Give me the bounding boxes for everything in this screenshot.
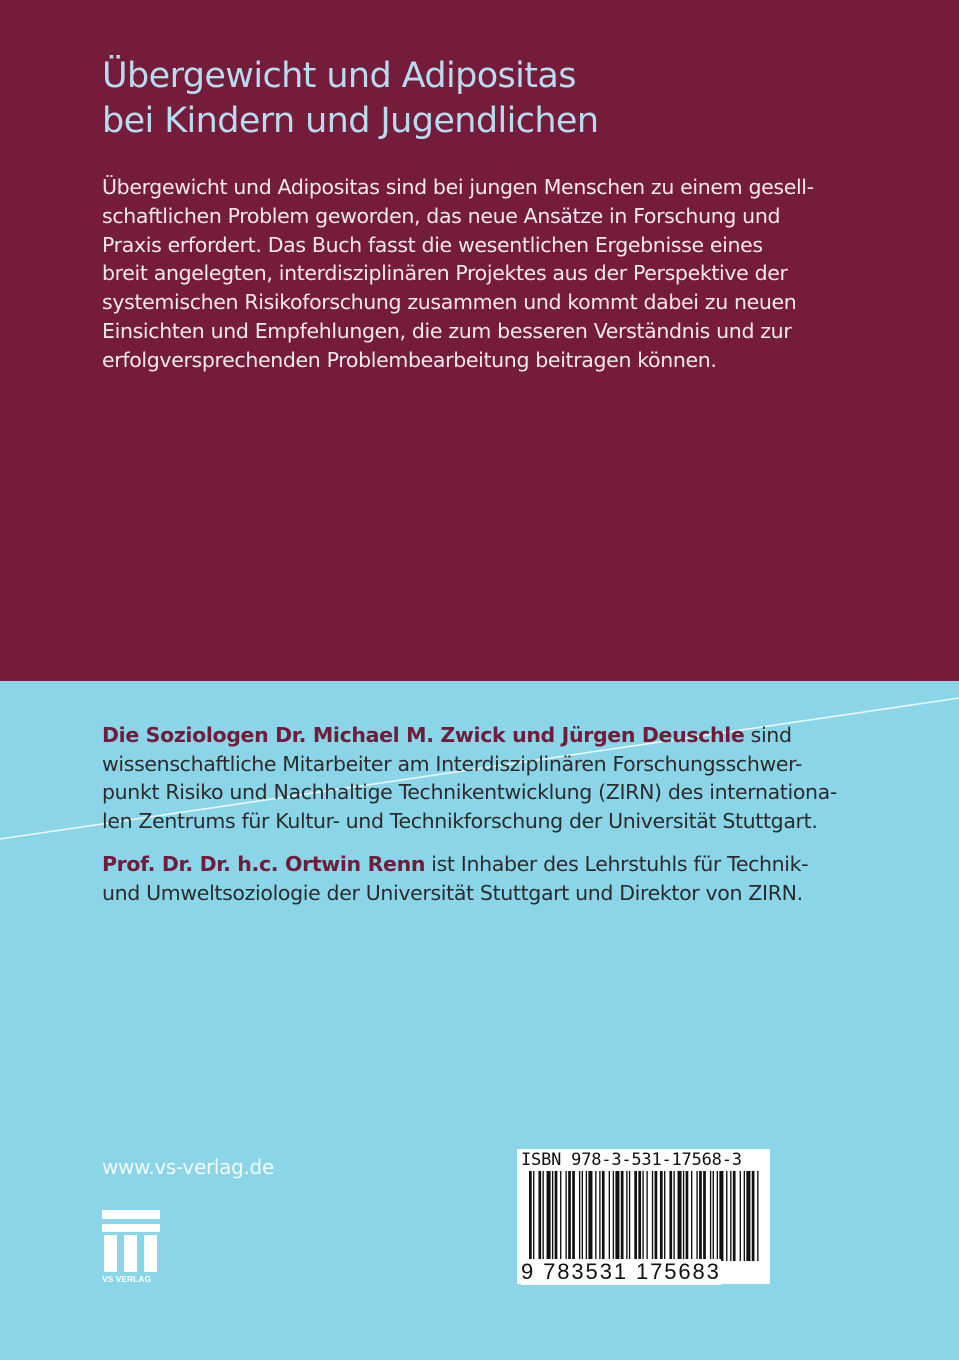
author-names: Die Soziologen Dr. Michael M. Zwick und Jürgen Deuschle xyxy=(102,723,745,747)
bio-text: sind xyxy=(744,723,792,747)
publisher-url[interactable]: www.vs-verlag.de xyxy=(102,1155,274,1179)
title-line-2: bei Kindern und Jugendlichen xyxy=(102,101,599,141)
isbn-digits: 9 783531 175683 xyxy=(521,1259,721,1284)
isbn-barcode xyxy=(517,1149,770,1284)
author-name: Prof. Dr. Dr. h.c. Ortwin Renn xyxy=(102,852,426,876)
bio-line: len Zentrums für Kultur- und Technikforschung der Universität Stuttgart. xyxy=(102,808,818,833)
isbn-label: ISBN 978-3-531-17568-3 xyxy=(521,1150,742,1170)
description-line: schaftlichen Problem geworden, das neue Ansätze in Forschung und xyxy=(102,203,781,228)
description-line: erfolgversprechenden Problembearbeitung beitragen können. xyxy=(102,347,717,372)
bio-text: ist Inhaber des Lehrstuhls für Technik- xyxy=(425,852,809,876)
description-line: Einsichten und Empfehlungen, die zum besseren Verständnis und zur xyxy=(102,318,792,343)
bio-line: und Umweltsoziologie der Universität Stuttgart und Direktor von ZIRN. xyxy=(102,880,803,905)
book-title xyxy=(102,54,902,144)
vs-verlag-logo xyxy=(102,1210,162,1284)
description-line: Übergewicht und Adipositas sind bei jungen Menschen zu einem gesell- xyxy=(102,175,814,199)
bio-line: punkt Risiko und Nachhaltige Technikentwicklung (ZIRN) des internationa- xyxy=(102,780,837,805)
description-line: systemischen Risikoforschung zusammen und kommt dabei zu neuen xyxy=(102,290,797,315)
title-line-1: Übergewicht und Adipositas xyxy=(102,56,576,96)
author-bio-renn xyxy=(102,850,922,907)
description-line: Praxis erfordert. Das Buch fasst die wesentlichen Ergebnisse eines xyxy=(102,232,763,257)
book-description xyxy=(102,173,922,375)
bio-line: wissenschaftliche Mitarbeiter am Interdisziplinären Forschungsschwer- xyxy=(102,751,802,776)
author-bio-zwick-deuschle xyxy=(102,721,922,835)
description-line: breit angelegten, interdisziplinären Projektes aus der Perspektive der xyxy=(102,261,788,286)
logo-wordmark: VS VERLAG xyxy=(102,1274,152,1284)
